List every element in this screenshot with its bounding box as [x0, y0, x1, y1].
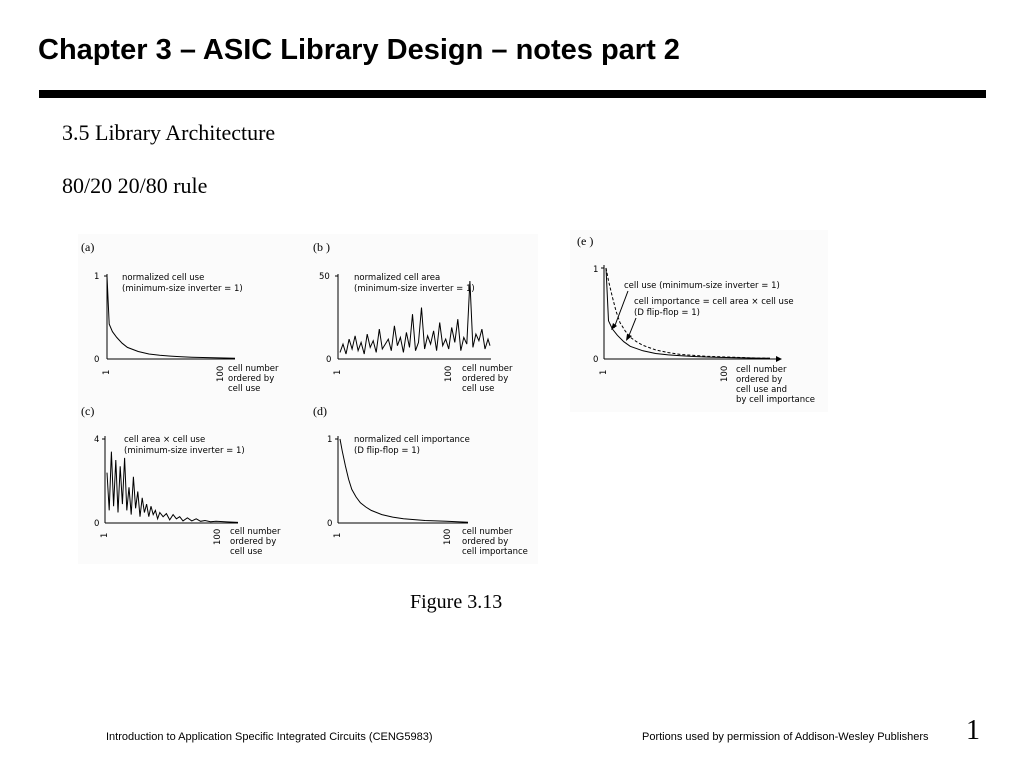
figure-panel-left: [78, 234, 538, 564]
panel-e-xlabel-1: cell number: [736, 365, 787, 375]
panel-d: [313, 404, 528, 557]
panel-d-title: normalized cell importance: [354, 435, 470, 445]
panel-a-xtick-100: 100: [216, 365, 226, 382]
figure-panel-right: [570, 230, 828, 412]
panel-e-ytick-0: 0: [593, 355, 599, 365]
panel-e-annotation-use: cell use (minimum-size inverter = 1): [624, 281, 780, 291]
panel-e-annotation-dff: (D flip-flop = 1): [634, 308, 700, 318]
panel-c-ytick-4: 4: [94, 435, 100, 445]
panel-c-subtitle: (minimum-size inverter = 1): [124, 446, 245, 456]
figure-right-svg: [570, 230, 828, 412]
panel-e-xlabel-3: cell use and: [736, 385, 788, 395]
panel-c-title: cell area × cell use: [124, 435, 206, 445]
panel-b-xtick-1: 1: [333, 369, 343, 375]
panel-d-xlabel-2: ordered by: [462, 537, 509, 547]
panel-d-xtick-100: 100: [443, 528, 453, 545]
panel-c-curve: [107, 452, 238, 523]
panel-b-title: normalized cell area: [354, 273, 441, 283]
panel-a-title: normalized cell use: [122, 273, 205, 283]
panel-e-xlabel-4: by cell importance: [736, 395, 816, 405]
panel-d-label: (d): [313, 404, 327, 418]
panel-c-xtick-1: 1: [100, 532, 110, 538]
panel-b-xlabel-1: cell number: [462, 364, 513, 374]
footer-course: Introduction to Application Specific Integrated Circuits (CENG5983): [106, 731, 433, 743]
panel-b-xtick-100: 100: [444, 365, 454, 382]
panel-e-x-arrow: [776, 356, 782, 362]
panel-c: [81, 404, 281, 557]
panel-c-label: (c): [81, 404, 95, 418]
figure-caption: Figure 3.13: [410, 591, 503, 613]
panel-b-subtitle: (minimum-size inverter = 1): [354, 284, 475, 294]
panel-a: [81, 240, 279, 394]
panel-a-subtitle: (minimum-size inverter = 1): [122, 284, 243, 294]
panel-e-xtick-1: 1: [599, 369, 609, 375]
panel-b: [313, 240, 513, 394]
title-rule: [39, 90, 986, 98]
panel-a-label: (a): [81, 240, 95, 254]
panel-a-xlabel-3: cell use: [228, 384, 261, 394]
panel-b-ytick-0: 0: [326, 355, 332, 365]
figure-left-svg: [78, 234, 538, 564]
panel-b-xlabel-3: cell use: [462, 384, 495, 394]
page-number: 1: [966, 715, 980, 746]
panel-d-xlabel-3: cell importance: [462, 547, 528, 557]
panel-c-xlabel-2: ordered by: [230, 537, 277, 547]
slide-title: Chapter 3 – ASIC Library Design – notes part 2: [38, 34, 680, 66]
panel-a-ytick-0: 0: [94, 355, 100, 365]
footer-permission: Portions used by permission of Addison-Wesley Publishers: [642, 731, 929, 743]
panel-c-xtick-100: 100: [213, 528, 223, 545]
panel-d-xlabel-1: cell number: [462, 527, 513, 537]
panel-e-annotation-importance: cell importance = cell area × cell use: [634, 297, 794, 307]
panel-d-ytick-1: 1: [327, 435, 333, 445]
section-heading: 3.5 Library Architecture: [62, 120, 276, 145]
panel-d-subtitle: (D flip-flop = 1): [354, 446, 420, 456]
panel-c-ytick-0: 0: [94, 519, 100, 529]
panel-b-xlabel-2: ordered by: [462, 374, 509, 384]
panel-a-xlabel-1: cell number: [228, 364, 279, 374]
panel-c-xlabel-3: cell use: [230, 547, 263, 557]
panel-e-xlabel-2: ordered by: [736, 375, 783, 385]
panel-a-ytick-1: 1: [94, 272, 100, 282]
panel-d-xtick-1: 1: [333, 532, 343, 538]
panel-d-ytick-0: 0: [327, 519, 333, 529]
panel-e-label: (e ): [577, 234, 594, 248]
panel-b-ytick-50: 50: [319, 272, 330, 282]
panel-e-xtick-100: 100: [720, 365, 730, 382]
rule-heading: 80/20 20/80 rule: [62, 173, 208, 198]
panel-b-label: (b ): [313, 240, 330, 254]
panel-e-ytick-1: 1: [593, 265, 599, 275]
panel-a-xlabel-2: ordered by: [228, 374, 275, 384]
panel-a-xtick-1: 1: [102, 369, 112, 375]
panel-c-xlabel-1: cell number: [230, 527, 281, 537]
